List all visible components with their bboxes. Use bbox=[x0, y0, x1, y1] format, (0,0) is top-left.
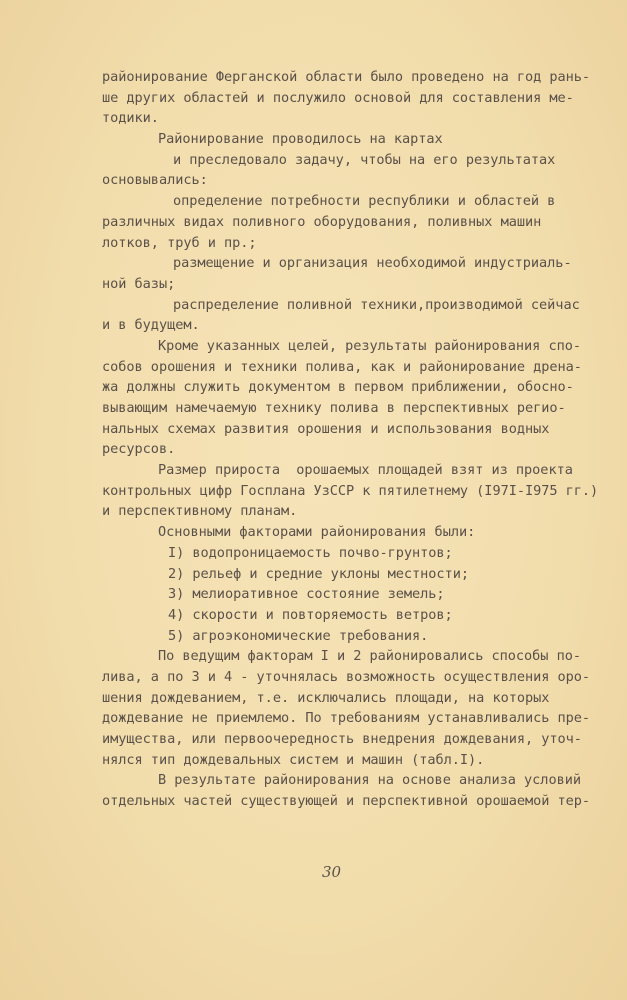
paragraph-start: В результате районирования на основе анализа условий bbox=[158, 772, 581, 789]
paragraph-start: Кроме указанных целей, результаты районирования спо- bbox=[158, 337, 581, 354]
factor-list-item: 5) агроэкономические требования. bbox=[168, 627, 429, 644]
text-line: и преследовало задачу, чтобы на его результатах bbox=[173, 151, 556, 168]
document-body bbox=[102, 67, 627, 812]
text-line: нялся тип дождевальных систем и машин (табл.I). bbox=[102, 751, 485, 768]
text-line: различных видах поливного оборудования, поливных машин bbox=[102, 213, 542, 230]
paragraph-start: Основными факторами районирования были: bbox=[158, 524, 476, 541]
text-line: шения дождеванием, т.е. исключались площади, на которых bbox=[102, 689, 550, 706]
text-line: имущества, или первоочередность внедрения дождевания, уточ- bbox=[102, 731, 582, 747]
text-line: лотков, труб и пр.; bbox=[102, 234, 257, 251]
paragraph-start: Районирование проводилось на картах bbox=[158, 131, 443, 148]
list-item-start: размещение и организация необходимой индустриаль- bbox=[173, 255, 572, 272]
text-line: районирование Ферганской области было проведено на год рань- bbox=[102, 69, 591, 85]
factor-list-item: 3) мелиоративное состояние земель; bbox=[168, 586, 445, 603]
text-line: дождевание не приемлемо. По требованиям устанавливались пре- bbox=[102, 710, 591, 727]
paragraph-start: Размер прироста орошаемых площадей взят из проекта bbox=[158, 462, 573, 479]
text-line: нальных схемах развития орошения и использования водных bbox=[102, 420, 550, 437]
text-line: тодики. bbox=[102, 110, 159, 127]
factor-list-item: 4) скорости и повторяемость ветров; bbox=[168, 606, 453, 623]
text-line: жа должны служить документом в первом приближении, обосно- bbox=[102, 379, 574, 396]
text-line: вывающим намечаемую технику полива в перспективных регио- bbox=[102, 400, 566, 416]
text-line: ной базы; bbox=[102, 275, 176, 292]
text-line: и перспективному планам. bbox=[102, 503, 298, 520]
text-line: контрольных цифр Госплана УзССР к пятилетнему (I97I-I975 гг.) bbox=[102, 482, 599, 499]
paragraph-start: По ведущим факторам I и 2 районировались способы по- bbox=[158, 648, 581, 665]
text-line: отдельных частей существующей и перспективной орошаемой тер- bbox=[102, 793, 591, 810]
text-line: и в будущем. bbox=[102, 317, 200, 334]
text-line: собов орошения и техники полива, как и районирование дрена- bbox=[102, 358, 582, 375]
page-number: 30 bbox=[322, 863, 342, 881]
text-line: ресурсов. bbox=[102, 441, 176, 458]
list-item-start: распределение поливной техники,производимой сейчас bbox=[173, 296, 580, 313]
text-line: ше других областей и послужило основой для составления ме- bbox=[102, 89, 574, 106]
list-item-start: определение потребности республики и областей в bbox=[173, 193, 556, 210]
text-line: основывались: bbox=[102, 172, 208, 189]
text-line: лива, а по 3 и 4 - уточнялась возможность осуществления оро- bbox=[102, 668, 591, 685]
factor-list-item: I) водопроницаемость почво-грунтов; bbox=[168, 544, 453, 561]
factor-list-item: 2) рельеф и средние уклоны местности; bbox=[168, 565, 469, 582]
